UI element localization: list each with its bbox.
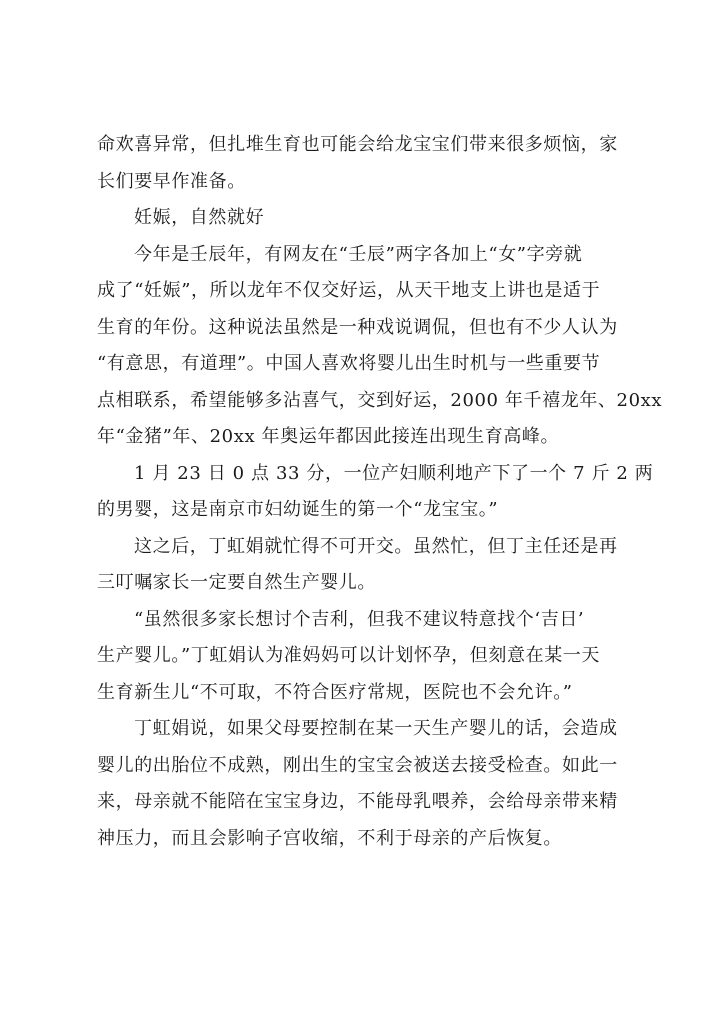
text-line: 生育新生儿“不可取，不符合医疗常规，医院也不会允许。” (97, 681, 573, 703)
text-line: 成了“妊娠”，所以龙年不仅交好运，从天干地支上讲也是适于 (97, 280, 601, 301)
text-line: “有意思，有道理”。中国人喜欢将婴儿出生时机与一些重要节 (97, 353, 601, 374)
text-line: 点相联系，希望能够多沾喜气，交到好运，2000 年千禧龙年、20xx (97, 389, 663, 411)
text-line: 1 月 23 日 0 点 33 分，一位产妇顺利地产下了一个 7 斤 2 两 (134, 462, 654, 484)
text-line: 三叮嘱家长一定要自然生产婴儿。 (97, 572, 376, 593)
text-line: 生育的年份。这种说法虽然是一种戏说调侃，但也有不少人认为 (97, 316, 618, 338)
text-line: 婴儿的出胎位不成熟，刚出生的宝宝会被送去接受检查。如此一 (97, 754, 618, 776)
text-line: 来，母亲就不能陪在宝宝身边，不能母乳喂养，会给母亲带来精 (97, 791, 618, 812)
text-line: 今年是壬辰年，有网友在“壬辰”两字各加上“女”字旁就 (134, 243, 583, 265)
text-line: 长们要早作准备。 (97, 170, 246, 192)
text-line: 生产婴儿。”丁虹娟认为准妈妈可以计划怀孕，但刻意在某一天 (97, 645, 600, 666)
section-heading: 妊娠，自然就好 (134, 207, 265, 228)
text-line: 神压力，而且会影响子宫收缩，不利于母亲的产后恢复。 (97, 827, 562, 849)
article-body (97, 127, 663, 857)
text-line: “虽然很多家长想讨个吉利，但我不建议特意找个‘吉日’ (134, 608, 585, 630)
text-line: 这之后，丁虹娟就忙得不可开交。虽然忙，但丁主任还是再 (134, 535, 618, 557)
text-line: 的男婴，这是南京市妇幼诞生的第一个“龙宝宝。” (97, 499, 499, 520)
text-line: 年“金猪”年、20xx 年奥运年都因此接连出现生育高峰。 (97, 426, 560, 447)
text-line: 命欢喜异常，但扎堆生育也可能会给龙宝宝们带来很多烦恼，家 (97, 134, 618, 155)
text-line: 丁虹娟说，如果父母要控制在某一天生产婴儿的话，会造成 (134, 718, 618, 739)
